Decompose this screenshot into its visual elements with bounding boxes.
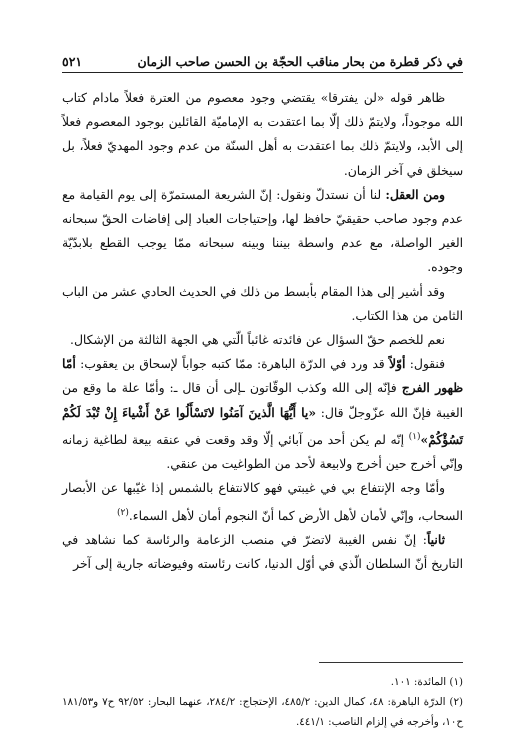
footnote-ref-1: (١)	[408, 431, 421, 442]
paragraph-6	[62, 476, 463, 528]
paragraph-5-lead: فنقول:	[405, 357, 445, 372]
paragraph-2-text: لنا أن نستدلّ ونقول: إنّ الشريعة المستمرّة إلى يوم القيامة مع عدم وجود صاحب حقيقيّ حافظ لها، وإحتياجات العباد إلى إفاضات الحقّ سبحانه الغير الواصلة، مع عدم واسطة بيننا وبينه سبحانه ممّا يوجب القطع بلابدّيّة وجوده.	[62, 187, 463, 275]
main-text	[62, 86, 463, 576]
paragraph-3	[62, 280, 463, 328]
paragraph-5	[62, 352, 463, 476]
paragraph-1-text: ظاهر قوله «لن يفترقا» يقتضي وجود معصوم من العترة فعلاً مادام كتاب الله موجوداً، ولايتمّ ذلك إلّا بما اعتقدت به الإماميّة القائلين بوجود المعصوم فعلاً إلى الأبد، ولايتمّ ذلك بما اعتقدت به أهل السنّة من عدم وجود المهديّ فعلاً، بل سيخلق في آخر الزمان.	[62, 91, 463, 178]
footnote-ref-2: (٢)	[117, 507, 129, 518]
paragraph-5-text-a: قد ورد في الدرّة الباهرة: ممّا كتبه جواباً لإسحاق بن يعقوب:	[75, 357, 390, 372]
paragraph-7	[62, 528, 463, 576]
header-title: في ذكر قطرة من بحار مناقب الحجّة بن الحسن صاحب الزمان	[137, 54, 463, 69]
paragraph-2	[62, 183, 463, 280]
paragraph-5-text-b: فإنّه إلى الله وكذب الوقّاتون ـإلى أن قال ـ: وأمّا علة ما وقع من الغيبة فإنّ الله عزّوجلّ قال:	[62, 381, 463, 420]
paragraph-4	[62, 328, 463, 352]
paragraph-7-label: ثانياً	[426, 531, 445, 547]
footnote-rule	[319, 662, 463, 663]
paragraph-7-text: : إنّ نفس الغيبة لاتضرّ في منصب الزعامة والرئاسة كما نشاهد في التاريخ أنّ السلطان الّذي في أوّل الدنيا، كانت رئاسته وفيوضاته جارية إلى آخر	[62, 532, 463, 572]
paragraph-3-text: وقد أشير إلى هذا المقام بأبسط من ذلك في الحديث الحادي عشر من الباب الثامن من هذا الكتاب.	[62, 284, 463, 323]
page-number: ٥٢١	[62, 54, 83, 69]
running-header	[62, 47, 463, 69]
footnote-2: (٢) الدرّة الباهرة: ٤٨، كمال الدين: ٤٨٥/٢، الإحتجاج: ٢٨٤/٢، عنهما البحار: ٩٢/٥٢ ح٧ و١٨١/٥٣ ح١٠، وأخرجه في إلزام الناصب: ٤٤١/١.	[62, 696, 464, 728]
paragraph-5-text-c: إنّه لم يكن أحد من آبائي إلّا وقد وقعت في عنقه بيعة لطاغية زمانه وإنّي أخرج حين أخرج ولابيعة لأحد من الطواغيت من عنقي.	[62, 432, 463, 472]
paragraph-4-text: نعم للخصم حقّ السؤال عن فائدته غائباً الّتي هي الجهة الثالثة من الإشكال.	[70, 333, 445, 348]
paragraph-2-label: ومن العقل:	[385, 186, 445, 202]
footnotes	[62, 672, 463, 732]
footnote-1: (١) المائدة: ١٠١.	[390, 676, 463, 688]
paragraph-1	[62, 86, 463, 183]
quran-verse: «يا أَيُّهَا الَّذينَ آمَنُوا لاتَسْأَلُوا عَنْ أَشْياءَ إِنْ تُبْدَ لَكُمْ تَسُؤْكُمْ»	[62, 404, 463, 447]
paragraph-6-text: وأمّا وجه الإنتفاع بي في غيبتي فهو كالانتفاع بالشمس إذا غيّبها عن الأبصار السحاب، وإنّي لأمان لأهل الأرض كما أنّ النجوم أمان لأهل السماء.	[62, 481, 463, 523]
paragraph-5-bold: أمّا ظهور الفرج	[62, 356, 463, 396]
paragraph-5-label: أوّلاً	[389, 356, 406, 372]
header-rule	[62, 72, 463, 73]
